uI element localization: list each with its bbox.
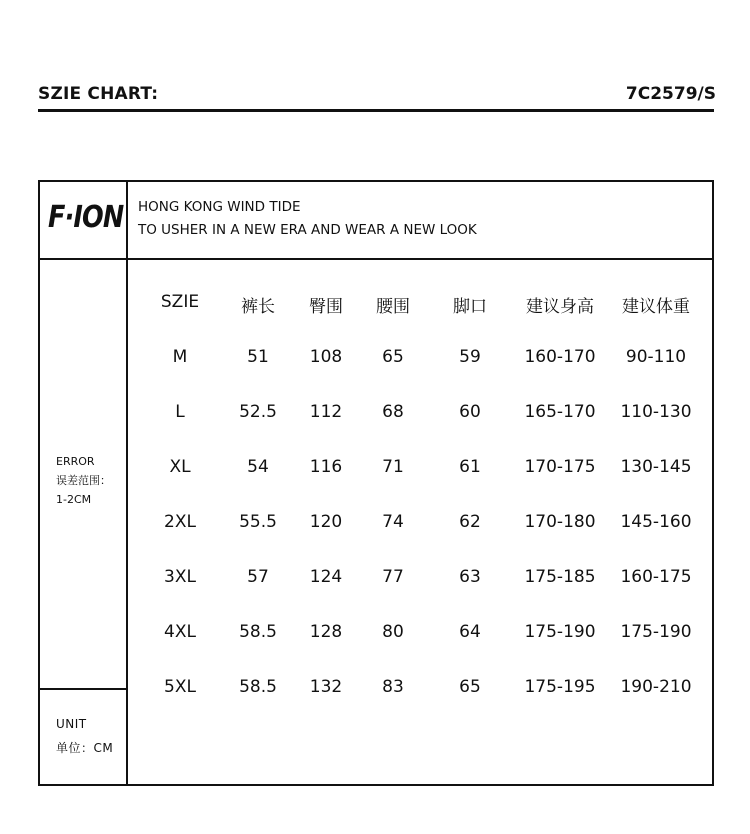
table-cell: 57 xyxy=(247,567,269,587)
size-label-cell: 4XL xyxy=(164,622,196,642)
table-cell: 175-185 xyxy=(524,567,596,587)
column-header: 建议身高 xyxy=(526,297,594,317)
table-cell: 124 xyxy=(309,567,343,587)
table-cell: 128 xyxy=(309,622,343,642)
column-header: 建议体重 xyxy=(622,297,690,317)
unit-note-cn: 单位：CM xyxy=(56,741,114,755)
table-cell: 80 xyxy=(382,622,404,642)
table-cell: 175-195 xyxy=(524,677,596,697)
table-cell: 165-170 xyxy=(524,402,596,422)
table-cell: 51 xyxy=(247,347,269,367)
size-label-cell: XL xyxy=(169,457,191,477)
table-cell: 170-180 xyxy=(524,512,596,532)
table-cell: 170-175 xyxy=(524,457,596,477)
brand-logo: F·ION xyxy=(48,200,124,235)
table-cell: 64 xyxy=(459,622,481,642)
error-note xyxy=(56,452,111,509)
size-chart-title: SZIE CHART: xyxy=(38,84,159,104)
size-chart-box xyxy=(38,180,714,786)
table-cell: 145-160 xyxy=(620,512,692,532)
table-cell: 77 xyxy=(382,567,404,587)
size-label-cell: 5XL xyxy=(164,677,196,697)
brand-tagline-2: TO USHER IN A NEW ERA AND WEAR A NEW LOOK xyxy=(138,222,477,238)
size-label-cell: M xyxy=(172,347,188,367)
column-divider xyxy=(126,182,128,784)
size-label-cell: 3XL xyxy=(164,567,196,587)
size-label-cell: 2XL xyxy=(164,512,196,532)
table-cell: 55.5 xyxy=(239,512,277,532)
column-header: 裤长 xyxy=(241,297,275,317)
table-cell: 175-190 xyxy=(620,622,692,642)
table-cell: 58.5 xyxy=(239,677,277,697)
unit-note xyxy=(56,712,113,760)
error-note-en: ERROR xyxy=(56,455,95,468)
table-cell: 130-145 xyxy=(620,457,692,477)
table-cell: 175-190 xyxy=(524,622,596,642)
brand-row-divider xyxy=(40,258,712,260)
table-cell: 62 xyxy=(459,512,481,532)
table-cell: 58.5 xyxy=(239,622,277,642)
table-cell: 190-210 xyxy=(620,677,692,697)
unit-note-en: UNIT xyxy=(56,717,87,731)
table-cell: 74 xyxy=(382,512,404,532)
error-note-range: 1-2CM xyxy=(56,493,92,506)
table-cell: 160-170 xyxy=(524,347,596,367)
table-cell: 160-175 xyxy=(620,567,692,587)
unit-divider xyxy=(40,688,126,690)
table-cell: 120 xyxy=(309,512,343,532)
header-divider xyxy=(38,109,714,112)
table-cell: 108 xyxy=(309,347,343,367)
brand-tagline-1: HONG KONG WIND TIDE xyxy=(138,199,301,215)
table-cell: 59 xyxy=(459,347,481,367)
table-cell: 65 xyxy=(459,677,481,697)
table-cell: 90-110 xyxy=(625,347,687,367)
table-cell: 52.5 xyxy=(239,402,277,422)
column-header: 脚口 xyxy=(453,297,487,317)
table-cell: 68 xyxy=(382,402,404,422)
column-header: 臀围 xyxy=(309,297,343,317)
product-code: 7C2579/S xyxy=(625,84,716,104)
table-cell: 54 xyxy=(247,457,269,477)
table-cell: 112 xyxy=(309,402,343,422)
column-header: 腰围 xyxy=(376,297,410,317)
error-note-cn: 误差范围： xyxy=(56,474,111,487)
table-cell: 63 xyxy=(459,567,481,587)
table-cell: 110-130 xyxy=(620,402,692,422)
table-cell: 61 xyxy=(459,457,481,477)
table-cell: 65 xyxy=(382,347,404,367)
table-cell: 60 xyxy=(459,402,481,422)
table-cell: 83 xyxy=(382,677,404,697)
column-header: SZIE xyxy=(160,292,200,312)
table-cell: 116 xyxy=(309,457,343,477)
table-cell: 71 xyxy=(382,457,404,477)
table-cell: 132 xyxy=(309,677,343,697)
size-label-cell: L xyxy=(175,402,185,422)
